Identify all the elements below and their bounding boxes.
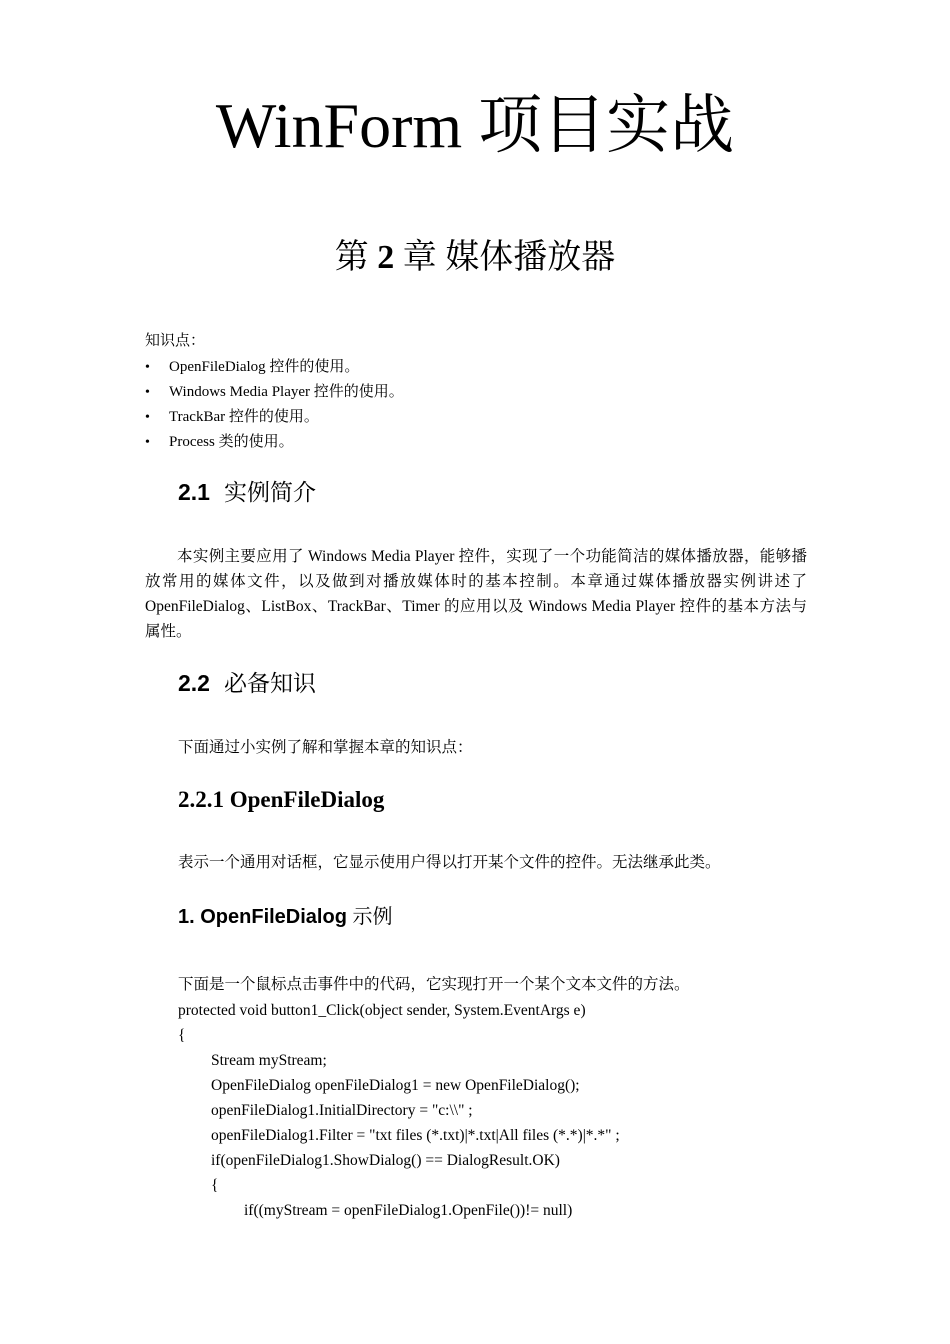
- chapter-number: 2: [377, 239, 395, 276]
- code-line: {: [211, 1177, 219, 1194]
- list-item: [145, 405, 404, 430]
- section-number: 2.1: [178, 479, 210, 505]
- section-2-2-intro: 下面通过小实例了解和掌握本章的知识点：: [178, 739, 473, 756]
- section-title: 实例简介: [223, 479, 316, 505]
- knowledge-points-list: [145, 355, 404, 455]
- code-line: {: [178, 1027, 186, 1044]
- code-line: OpenFileDialog openFileDialog1 = new OpenFileDialog();: [211, 1077, 580, 1094]
- bullet-icon: •: [145, 360, 150, 375]
- bullet-icon: •: [145, 435, 150, 450]
- knowledge-points-label: 知识点：: [145, 333, 206, 349]
- example-1-heading: [178, 903, 392, 931]
- chapter-prefix: 第: [334, 239, 378, 276]
- section-number: 2.2: [178, 670, 210, 696]
- list-item-text: Windows Media Player 控件的使用。: [169, 384, 404, 400]
- code-block: [178, 998, 620, 1223]
- bullet-icon: •: [145, 385, 150, 400]
- code-line: protected void button1_Click(object sender, System.EventArgs e): [178, 1002, 586, 1019]
- chapter-name: 章 媒体播放器: [394, 239, 616, 276]
- list-item: [145, 430, 404, 455]
- code-line: if((myStream = openFileDialog1.OpenFile())!= null): [244, 1202, 573, 1219]
- example-1-intro: 下面是一个鼠标点击事件中的代码，它实现打开一个某个文本文件的方法。: [178, 976, 690, 993]
- section-heading-2-1: [178, 477, 316, 507]
- section-title: 必备知识: [223, 670, 316, 696]
- section-heading-2-2-1: 2.2.1 OpenFileDialog: [178, 787, 385, 812]
- section-2-1-paragraph: 本实例主要应用了 Windows Media Player 控件，实现了一个功能简洁的媒体播放器，能够播放常用的媒体文件，以及做到对播放媒体时的基本控制。本章通过媒体播放器实例讲述了 OpenFileDialog、ListBox、TrackBar、Timer 的应用以及 Windows Media Player 控件的基本方法与属性。: [145, 548, 807, 640]
- code-line: if(openFileDialog1.ShowDialog() == DialogResult.OK): [211, 1152, 560, 1169]
- example-1-heading-rest: 示例: [346, 906, 393, 928]
- section-2-2-1-description: 表示一个通用对话框，它显示使用户得以打开某个文件的控件。无法继承此类。: [178, 854, 721, 871]
- list-item: [145, 380, 404, 405]
- list-item-text: OpenFileDialog 控件的使用。: [169, 359, 360, 375]
- chapter-title: [0, 236, 950, 280]
- list-item-text: TrackBar 控件的使用。: [169, 409, 319, 425]
- code-line: openFileDialog1.Filter = "txt files (*.txt)|*.txt|All files (*.*)|*.*" ;: [211, 1127, 620, 1144]
- book-title: WinForm 项目实战: [215, 90, 735, 161]
- section-heading-2-2: [178, 668, 316, 698]
- code-line: openFileDialog1.InitialDirectory = "c:\\" ;: [211, 1102, 473, 1119]
- code-line: Stream myStream;: [211, 1052, 327, 1069]
- list-item-text: Process 类的使用。: [169, 434, 294, 450]
- example-1-heading-bold: 1. OpenFileDialog: [178, 906, 347, 928]
- bullet-icon: •: [145, 410, 150, 425]
- list-item: [145, 355, 404, 380]
